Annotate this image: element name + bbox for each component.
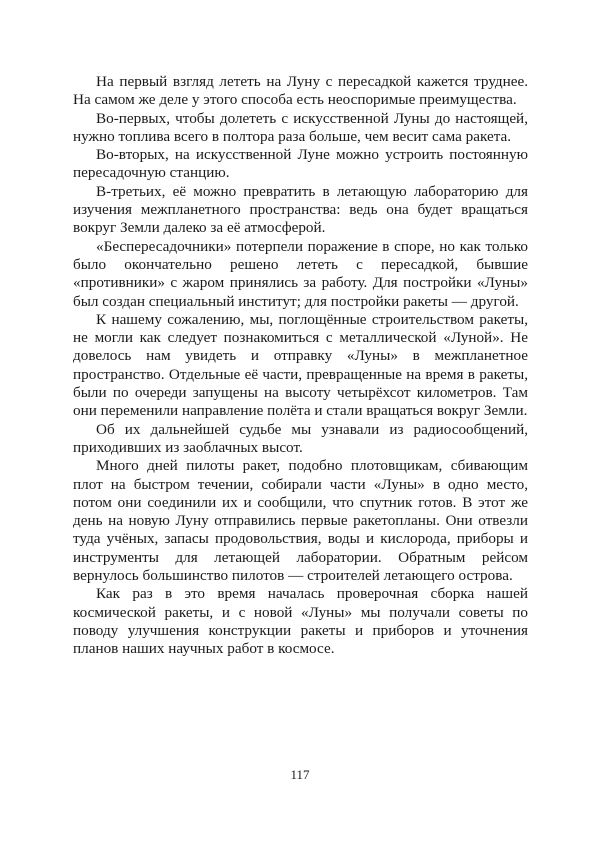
paragraph-1: На первый взгляд лететь на Луну с пересадкой кажется труднее. На самом же деле у этого способа есть неоспоримые преимущества. (73, 73, 528, 109)
paragraph-8: Много дней пилоты ракет, подобно плотовщикам, сбивающим плот на быстром течении, собирали части «Луны» в одно место, потом они соединили их и сообщили, что спутник готов. В этот же день на новую Луну отправились первые ракетопланы. Они отвезли туда учёных, запасы продовольствия, воды и кислорода, приборы и инструменты для летающей лаборатории. Обратным рейсом вернулось большинство пилотов — строителей летающего острова. (73, 457, 528, 585)
paragraph-9: Как раз в это время началась проверочная сборка нашей космической ракеты, и с новой «Луны» мы получали советы по поводу улучшения конструкции ракеты и приборов и уточнения планов наших научных работ в космосе. (73, 585, 528, 658)
paragraph-4: В-третьих, её можно превратить в летающую лабораторию для изучения межпланетного пространства: ведь она будет вращаться вокруг Земли далеко за её атмосферой. (73, 182, 528, 237)
paragraph-2: Во-первых, чтобы долететь с искусственной Луны до настоящей, нужно топлива всего в полтора раза больше, чем весит сама ракета. (73, 109, 528, 145)
paragraph-3: Во-вторых, на искусственной Луне можно устроить постоянную пересадочную станцию. (73, 146, 528, 182)
paragraph-5: «Беспересадочники» потерпели поражение в споре, но как только было окончательно решено лететь с пересадкой, бывшие «противники» с жаром принялись за работу. Для постройки «Луны» был создан специальный институт; для постройки ракеты — другой. (73, 237, 528, 310)
page-number: 117 (290, 767, 310, 782)
paragraph-6: К нашему сожалению, мы, поглощённые строительством ракеты, не могли как следует познакомиться с металлической «Луной». Не довелось нам увидеть и отправку «Луны» в межпланетное пространство. Отдельные её части, превращенные на время в ракеты, были по очереди запущены на высоту четырёхсот километров. Там они переменили направление полёта и стали вращаться вокруг Земли. (73, 310, 528, 420)
paragraph-7: Об их дальнейшей судьбе мы узнавали из радиосообщений, приходивших из заоблачных высот. (73, 420, 528, 456)
body-text (73, 73, 528, 659)
